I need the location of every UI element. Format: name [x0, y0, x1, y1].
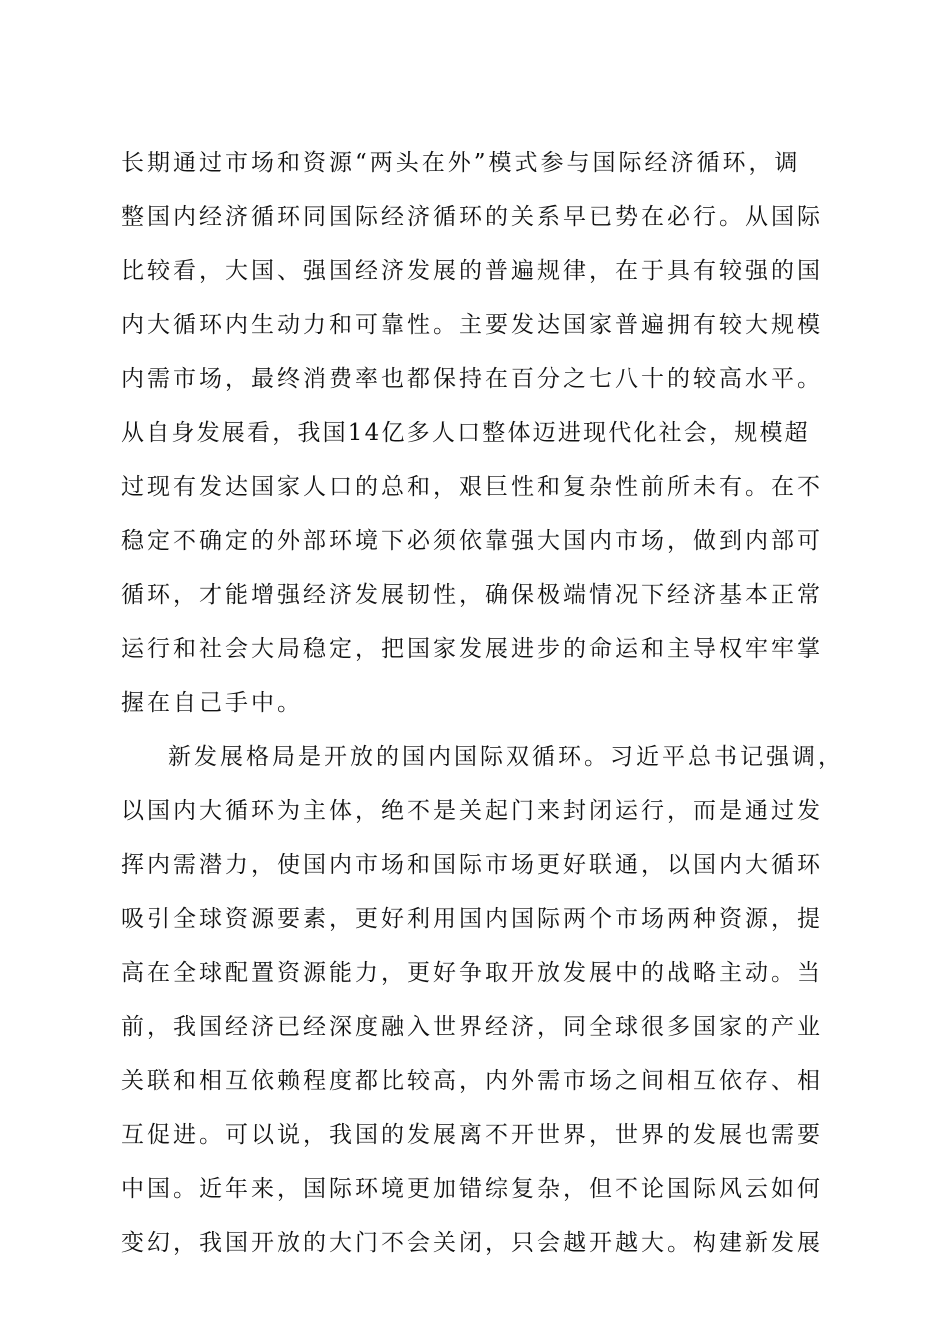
text-line: 前，我国经济已经深度融入世界经济，同全球很多国家的产业	[121, 1014, 823, 1040]
text-line: 比较看，大国、强国经济发展的普遍规律，在于具有较强的国	[121, 258, 823, 284]
text-line: 变幻，我国开放的大门不会关闭，只会越开越大。构建新发展	[121, 1230, 823, 1256]
text-line: 互促进。可以说，我国的发展离不开世界，世界的发展也需要	[121, 1122, 823, 1148]
text-line: 长期通过市场和资源“两头在外”模式参与国际经济循环，调	[121, 150, 801, 176]
text-line: 中国。近年来，国际环境更加错综复杂，但不论国际风云如何	[121, 1176, 823, 1202]
text-line: 过现有发达国家人口的总和，艰巨性和复杂性前所未有。在不	[121, 474, 823, 500]
text-line: 内需市场，最终消费率也都保持在百分之七八十的较高水平。	[121, 366, 823, 392]
text-line: 整国内经济循环同国际经济循环的关系早已势在必行。从国际	[121, 204, 823, 230]
text-line: 从自身发展看，我国14亿多人口整体迈进现代化社会，规模超	[121, 420, 810, 446]
text-line: 挥内需潜力，使国内市场和国际市场更好联通，以国内大循环	[121, 852, 823, 878]
text-line: 运行和社会大局稳定，把国家发展进步的命运和主导权牢牢掌	[121, 636, 823, 662]
text-line: 循环，才能增强经济发展韧性，确保极端情况下经济基本正常	[121, 582, 823, 608]
text-line: 稳定不确定的外部环境下必须依靠强大国内市场，做到内部可	[121, 528, 823, 554]
paragraph-lead-line: 新发展格局是开放的国内国际双循环。习近平总书记强调，	[168, 744, 844, 770]
text-line: 高在全球配置资源能力，更好争取开放发展中的战略主动。当	[121, 960, 823, 986]
text-line: 吸引全球资源要素，更好利用国内国际两个市场两种资源，提	[121, 906, 823, 932]
text-line: 以国内大循环为主体，绝不是关起门来封闭运行，而是通过发	[121, 798, 823, 824]
text-line: 关联和相互依赖程度都比较高，内外需市场之间相互依存、相	[121, 1068, 823, 1094]
text-line: 内大循环内生动力和可靠性。主要发达国家普遍拥有较大规模	[121, 312, 823, 338]
text-line: 握在自己手中。	[121, 690, 303, 716]
